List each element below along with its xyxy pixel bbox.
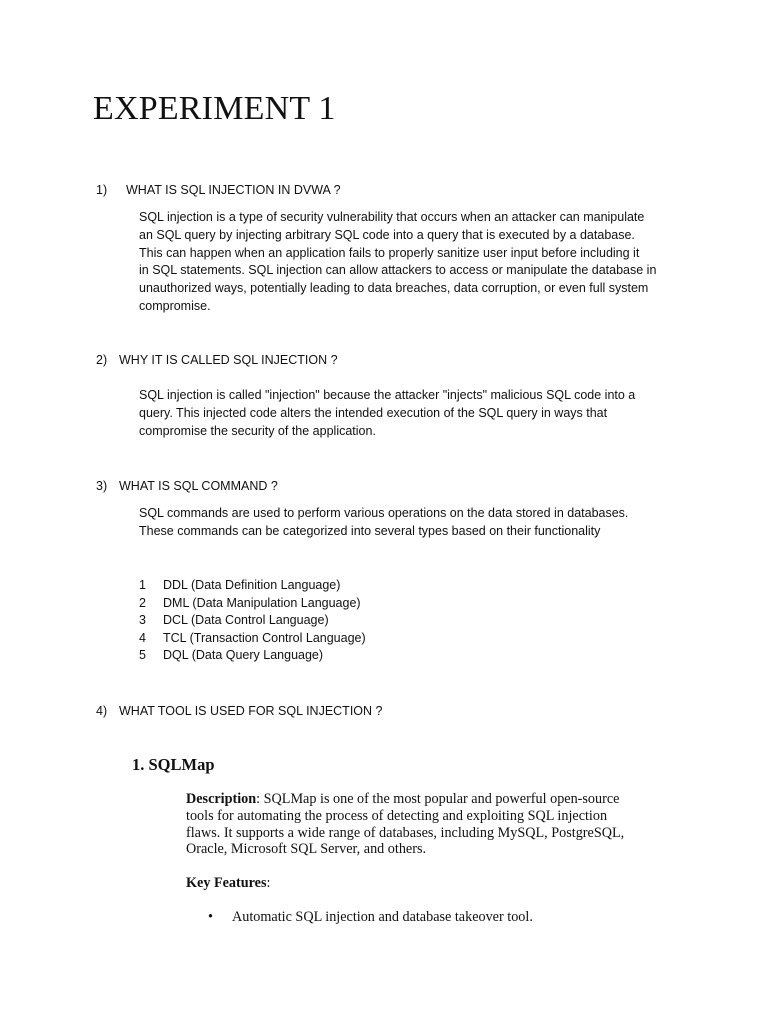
paragraph-line: SQL injection is a type of security vulnerability that occurs when an attacker can manipulate <box>139 210 645 224</box>
paragraph-line: SQL commands are used to perform various operations on the data stored in databases. <box>139 506 629 520</box>
question-4-heading <box>96 703 383 719</box>
bullet-icon: • <box>208 909 213 925</box>
paragraph-line: compromise the security of the application. <box>139 423 376 438</box>
feature-text: Automatic SQL injection and database takeover tool. <box>232 909 533 925</box>
paragraph-line: SQL injection is called "injection" because the attacker "injects" malicious SQL code into a <box>139 388 636 402</box>
list-item-label: TCL (Transaction Control Language) <box>163 630 366 645</box>
list-item-number: 2 <box>139 595 146 610</box>
list-item-label: DML (Data Manipulation Language) <box>163 595 361 610</box>
question-3-heading <box>96 478 278 494</box>
question-number: 4) <box>96 704 108 718</box>
paragraph-line: tools for automating the process of detecting and exploiting SQL injection <box>186 807 608 824</box>
page-title: EXPERIMENT 1 <box>93 90 336 127</box>
tool-description <box>186 791 686 858</box>
paragraph-line: unauthorized ways, potentially leading to data breaches, data corruption, or even full system <box>139 281 649 296</box>
list-item-label: DQL (Data Query Language) <box>163 648 324 663</box>
paragraph-line: compromise. <box>139 298 211 313</box>
paragraph-line: flaws. It supports a wide range of databases, including MySQL, PostgreSQL, <box>186 824 625 841</box>
key-features-colon: : <box>266 875 271 891</box>
question-number: 3) <box>96 479 108 493</box>
list-item-label: DDL (Data Definition Language) <box>163 578 341 592</box>
paragraph-line: an SQL query by injecting arbitrary SQL code into a query that is executed by a database. <box>139 227 635 242</box>
tool-heading: 1. SQLMap <box>132 755 215 774</box>
key-features-heading <box>186 875 270 892</box>
key-features-label: Key Features <box>186 875 267 891</box>
question-number: 1) <box>96 183 108 197</box>
question-1-heading <box>96 182 341 198</box>
question-text: WHY IT IS CALLED SQL INJECTION ? <box>119 353 338 367</box>
description-label: Description <box>186 791 257 807</box>
question-text: WHAT IS SQL COMMAND ? <box>119 479 278 493</box>
question-2-heading <box>96 352 338 368</box>
list-item-label: DCL (Data Control Language) <box>163 613 329 628</box>
question-text: WHAT TOOL IS USED FOR SQL INJECTION ? <box>119 704 383 718</box>
answer-2-paragraph <box>139 387 684 440</box>
list-item-number: 1 <box>139 578 146 592</box>
list-item-number: 3 <box>139 613 146 628</box>
description-first-line <box>186 791 686 808</box>
answer-1-paragraph <box>139 209 684 316</box>
list-item-number: 4 <box>139 630 146 645</box>
paragraph-line: : SQLMap is one of the most popular and powerful open-source <box>256 791 620 807</box>
question-text: WHAT IS SQL INJECTION IN DVWA ? <box>126 183 341 197</box>
paragraph-line: These commands can be categorized into several types based on their functionality <box>139 523 601 538</box>
question-number: 2) <box>96 353 108 367</box>
paragraph-line: Oracle, Microsoft SQL Server, and others. <box>186 841 427 858</box>
answer-3-paragraph <box>139 505 684 541</box>
paragraph-line: query. This injected code alters the intended execution of the SQL query in ways that <box>139 405 608 420</box>
paragraph-line: This can happen when an application fails to properly sanitize user input before including it <box>139 245 640 260</box>
paragraph-line: in SQL statements. SQL injection can allow attackers to access or manipulate the database in <box>139 263 657 278</box>
list-item-number: 5 <box>139 648 146 663</box>
